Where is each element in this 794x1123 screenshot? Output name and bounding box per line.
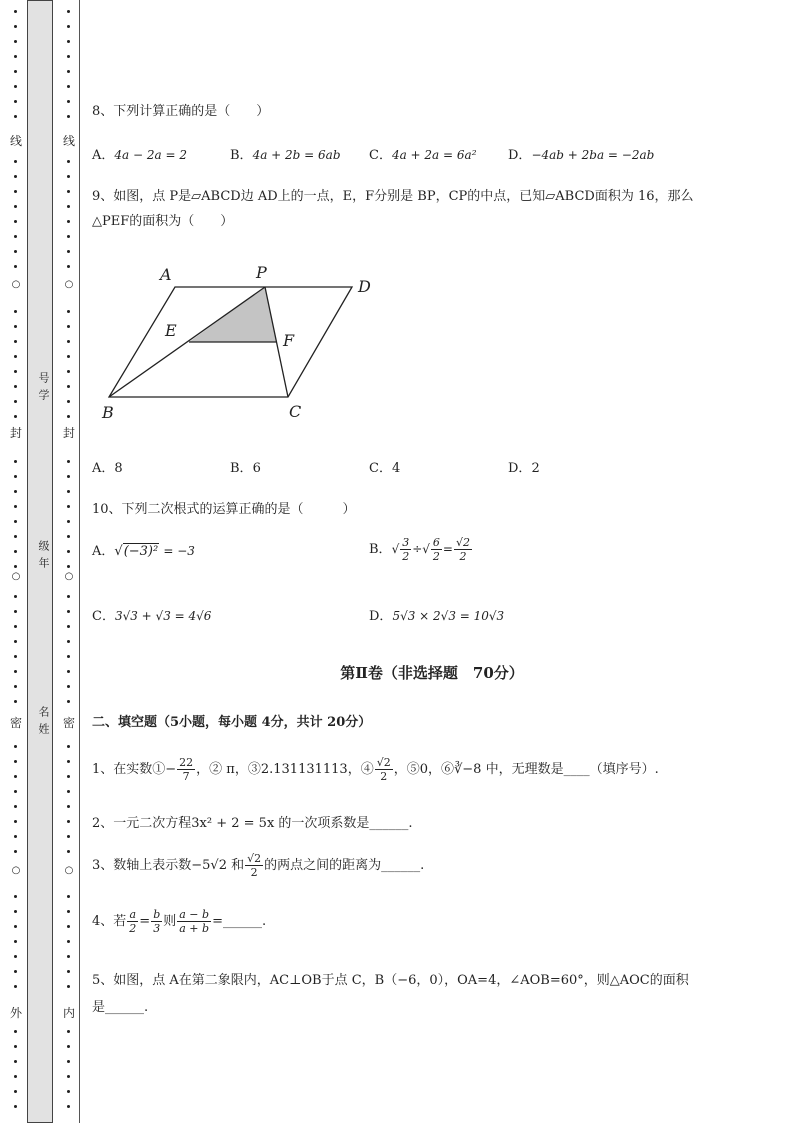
- question-8-stem: 8、下列计算正确的是（ ）: [92, 104, 270, 119]
- seal-dot: [14, 370, 17, 373]
- seal-dot: [67, 775, 70, 778]
- seal-dot: [14, 25, 17, 28]
- seal-dot: [67, 490, 70, 493]
- seal-dot: [14, 310, 17, 313]
- seal-dot: [14, 415, 17, 418]
- seal-dot: [67, 475, 70, 478]
- question-8-options: [92, 144, 772, 164]
- seal-dot: [67, 835, 70, 838]
- seal-dot: [14, 1030, 17, 1033]
- seal-dot: [14, 1060, 17, 1063]
- seal-dot: [67, 790, 70, 793]
- seal-dot: [14, 400, 17, 403]
- seal-dot: [14, 55, 17, 58]
- seal-dot: [67, 820, 70, 823]
- label-f: F: [283, 331, 295, 350]
- seal-dot: [14, 850, 17, 853]
- seal-dot: [14, 340, 17, 343]
- seal-dot: [14, 700, 17, 703]
- seal-dot: [67, 250, 70, 253]
- seal-dot: [67, 1090, 70, 1093]
- seal-dot: [14, 325, 17, 328]
- seal-circle: ○: [64, 571, 74, 582]
- seal-dot: [14, 520, 17, 523]
- seal-dot: [14, 775, 17, 778]
- binding-line: [79, 0, 80, 1123]
- seal-dot: [14, 10, 17, 13]
- seal-dot: [67, 385, 70, 388]
- seal-dot: [67, 355, 70, 358]
- q10-option-a-tail: = −3: [163, 544, 195, 558]
- seal-dot: [67, 910, 70, 913]
- seal-dot: [67, 970, 70, 973]
- fill-q4-prefix: 4、若: [92, 914, 127, 929]
- seal-dot: [14, 205, 17, 208]
- seal-dot: [67, 10, 70, 13]
- fill-q4-mid: 则: [163, 914, 177, 929]
- seal-dot: [67, 175, 70, 178]
- seal-dot: [67, 235, 70, 238]
- q8-option-d-label: D．: [508, 148, 532, 163]
- seal-dot: [14, 220, 17, 223]
- seal-dot: [14, 1075, 17, 1078]
- label-p: P: [256, 263, 267, 282]
- seal-dot: [14, 895, 17, 898]
- seal-dot: [67, 520, 70, 523]
- seal-dot: [67, 55, 70, 58]
- seal-dot: [14, 70, 17, 73]
- seal-dot: [14, 490, 17, 493]
- seal-dot: [67, 220, 70, 223]
- q9-option-c-value: 4: [391, 461, 401, 476]
- seal-dot: [14, 265, 17, 268]
- label-a: A: [160, 265, 172, 284]
- seal-dot: [67, 610, 70, 613]
- seal-dot: [67, 940, 70, 943]
- q9-option-b-label: B．: [230, 461, 253, 476]
- fill-question-5-line2: 是______.: [92, 1000, 149, 1015]
- seal-dot: [67, 595, 70, 598]
- grade-label: 级年: [37, 540, 50, 574]
- seal-dot: [14, 175, 17, 178]
- seal-dot: [14, 115, 17, 118]
- seal-mark-wai: 外: [9, 1006, 22, 1020]
- seal-dot: [67, 535, 70, 538]
- binding-margin: [0, 0, 82, 1123]
- seal-dot: [14, 670, 17, 673]
- seal-dot: [67, 505, 70, 508]
- q10-option-b-label: B．: [369, 542, 392, 557]
- seal-dot: [67, 685, 70, 688]
- seal-circle: ○: [64, 865, 74, 876]
- seal-dot: [67, 850, 70, 853]
- q9-option-a-value: 8: [114, 461, 123, 476]
- q9-option-c-label: C．: [369, 461, 392, 476]
- seal-circle: ○: [64, 279, 74, 290]
- q8-option-a-expr: 4a − 2a = 2: [114, 148, 187, 162]
- q9-option-d-value: 2: [531, 461, 540, 476]
- seal-dot: [14, 970, 17, 973]
- seal-dot: [67, 760, 70, 763]
- seal-dot: [67, 265, 70, 268]
- label-b: B: [102, 403, 114, 422]
- seal-dot: [14, 925, 17, 928]
- seal-mark-nei-inner: 内: [62, 1006, 75, 1020]
- seal-mark-feng: 封: [9, 426, 22, 440]
- seal-dot: [67, 40, 70, 43]
- seal-dot: [14, 790, 17, 793]
- seal-dot: [14, 475, 17, 478]
- seal-dot: [67, 565, 70, 568]
- q9-option-d-label: D．: [508, 461, 532, 476]
- seal-dot: [14, 595, 17, 598]
- seal-dot: [67, 1060, 70, 1063]
- fill-question-4: 4、若 $\frac{a}{2}$ = $\frac{b}{3}$ 则 $\frac{a - b}{a + b}$ =______.: [92, 908, 267, 935]
- fill-q3-prefix: 3、数轴上表示数−5√2 和: [92, 858, 245, 873]
- seal-dot: [67, 955, 70, 958]
- seal-dot: [67, 1105, 70, 1108]
- seal-dot: [67, 100, 70, 103]
- seal-mark-feng-inner: 封: [62, 426, 75, 440]
- seal-dot: [67, 85, 70, 88]
- seal-dot: [14, 40, 17, 43]
- seal-mark-xian: 线: [9, 134, 22, 148]
- seal-dot: [14, 985, 17, 988]
- seal-dot: [67, 205, 70, 208]
- q10-option-a: A．√(−3)² = −3: [92, 544, 195, 559]
- fill-question-2: 2、一元二次方程3x² + 2 = 5x 的一次项系数是______.: [92, 816, 413, 831]
- seal-dot: [67, 1030, 70, 1033]
- seal-dot: [14, 235, 17, 238]
- seal-dot: [14, 625, 17, 628]
- label-c: C: [289, 402, 302, 421]
- seal-dot: [14, 1105, 17, 1108]
- seal-dot: [14, 640, 17, 643]
- seal-dot: [67, 70, 70, 73]
- seal-dot: [67, 925, 70, 928]
- seal-dot: [67, 640, 70, 643]
- seal-dot: [14, 355, 17, 358]
- label-d: D: [358, 277, 371, 296]
- seal-dot: [67, 310, 70, 313]
- fill-q3-suffix: 的两点之间的距离为______.: [264, 858, 425, 873]
- question-9-stem-line2: △PEF的面积为（ ）: [92, 214, 234, 229]
- seal-dot: [14, 1045, 17, 1048]
- fill-q1-prefix: 1、在实数①−: [92, 762, 177, 777]
- seal-dot: [14, 835, 17, 838]
- q10-option-d-label: D．: [369, 609, 393, 624]
- seal-dot: [67, 460, 70, 463]
- q8-option-b-expr: 4a + 2b = 6ab: [252, 148, 341, 162]
- question-10-stem: 10、下列二次根式的运算正确的是（ ）: [92, 502, 356, 517]
- seal-dot: [67, 1045, 70, 1048]
- q10-option-c-label: C．: [92, 609, 115, 624]
- shaded-triangle-pef: [189, 287, 277, 342]
- seal-dot: [14, 250, 17, 253]
- q8-option-a-label: A．: [92, 148, 115, 163]
- fill-question-1: 1、在实数①− $\frac{22}{7}$ ，② π，③2.131131113，④ $\frac{√2}{2}$ ，⑤0，⑥∛−8 中，无理数是____（填序号）.: [92, 756, 659, 783]
- seal-circle: ○: [11, 279, 21, 290]
- label-e: E: [165, 321, 177, 340]
- seal-dot: [14, 535, 17, 538]
- fill-q1-mid: ，② π，③2.131131113，④: [196, 762, 374, 777]
- seal-dot: [67, 985, 70, 988]
- q8-option-c-expr: 4a + 2a = 6a²: [391, 148, 477, 162]
- q8-option-b-label: B．: [230, 148, 253, 163]
- seal-mark-xian-inner: 线: [62, 134, 75, 148]
- name-label: 名姓: [37, 706, 50, 740]
- seal-dot: [14, 565, 17, 568]
- seal-dot: [67, 550, 70, 553]
- seal-dot: [14, 505, 17, 508]
- fill-q4-suffix: =______.: [212, 914, 267, 929]
- seal-dot: [67, 115, 70, 118]
- seal-dot: [14, 610, 17, 613]
- seal-dot: [67, 1075, 70, 1078]
- seal-dot: [67, 325, 70, 328]
- seal-dot: [67, 400, 70, 403]
- seal-dot: [14, 745, 17, 748]
- seal-dot: [14, 385, 17, 388]
- seal-dot: [14, 655, 17, 658]
- seal-dot: [67, 160, 70, 163]
- seal-dot: [14, 550, 17, 553]
- seal-dot: [67, 415, 70, 418]
- question-9-options: [92, 457, 772, 477]
- seal-dot: [67, 25, 70, 28]
- seal-dot: [14, 190, 17, 193]
- seal-dot: [14, 1090, 17, 1093]
- seal-dot: [14, 820, 17, 823]
- seal-dot: [14, 940, 17, 943]
- q10-option-b: B．√ $\frac{3}{2}$ ÷√ $\frac{6}{2}$ = $\frac{√2}{2}$: [369, 536, 470, 563]
- seal-mark-mi: 密: [9, 716, 22, 730]
- question-9-stem-line1: 9、如图，点 P是▱ABCD边 AD上的一点，E，F分别是 BP，CP的中点，已知▱ABCD面积为 16，那么: [92, 189, 694, 204]
- seal-dot: [67, 745, 70, 748]
- seal-dot: [67, 895, 70, 898]
- seal-dot: [14, 685, 17, 688]
- seal-dot: [14, 910, 17, 913]
- seal-dot: [67, 670, 70, 673]
- seal-dot: [14, 805, 17, 808]
- seal-dot: [14, 760, 17, 763]
- fill-question-5-line1: 5、如图，点 A在第二象限内，AC⊥OB于点 C，B（−6，0），OA=4，∠AOB=60°，则△AOC的面积: [92, 973, 689, 988]
- seal-dot: [67, 700, 70, 703]
- seal-dot: [14, 460, 17, 463]
- q9-option-a-label: A．: [92, 461, 115, 476]
- seal-dot: [14, 160, 17, 163]
- parallelogram-figure: [100, 258, 390, 428]
- seal-dot: [14, 100, 17, 103]
- seal-dot: [67, 340, 70, 343]
- q8-option-c-label: C．: [369, 148, 392, 163]
- q10-option-c: C．3√3 + √3 = 4√6: [92, 609, 212, 624]
- q10-option-d: D．5√3 × 2√3 = 10√3: [369, 609, 505, 624]
- q8-option-d-expr: −4ab + 2ba = −2ab: [531, 148, 655, 162]
- seal-circle: ○: [11, 865, 21, 876]
- seal-dot: [67, 190, 70, 193]
- student-id-label: 号学: [37, 372, 50, 406]
- q10-option-a-label: A．: [92, 544, 115, 559]
- fill-question-3: 3、数轴上表示数−5√2 和 $\frac{√2}{2}$ 的两点之间的距离为______.: [92, 852, 425, 879]
- seal-mark-mi-inner: 密: [62, 716, 75, 730]
- seal-dot: [14, 955, 17, 958]
- section-2-title: 第Ⅱ卷（非选择题 70分）: [340, 664, 524, 682]
- fill-in-heading: 二、填空题（5小题，每小题 4分，共计 20分）: [92, 715, 372, 730]
- q9-option-b-value: 6: [252, 461, 261, 476]
- seal-dot: [67, 805, 70, 808]
- seal-dot: [67, 625, 70, 628]
- seal-dot: [67, 655, 70, 658]
- seal-dot: [67, 370, 70, 373]
- fill-q1-after: ，⑤0，⑥∛−8 中，无理数是____（填序号）.: [393, 762, 659, 777]
- seal-dot: [14, 85, 17, 88]
- seal-circle: ○: [11, 571, 21, 582]
